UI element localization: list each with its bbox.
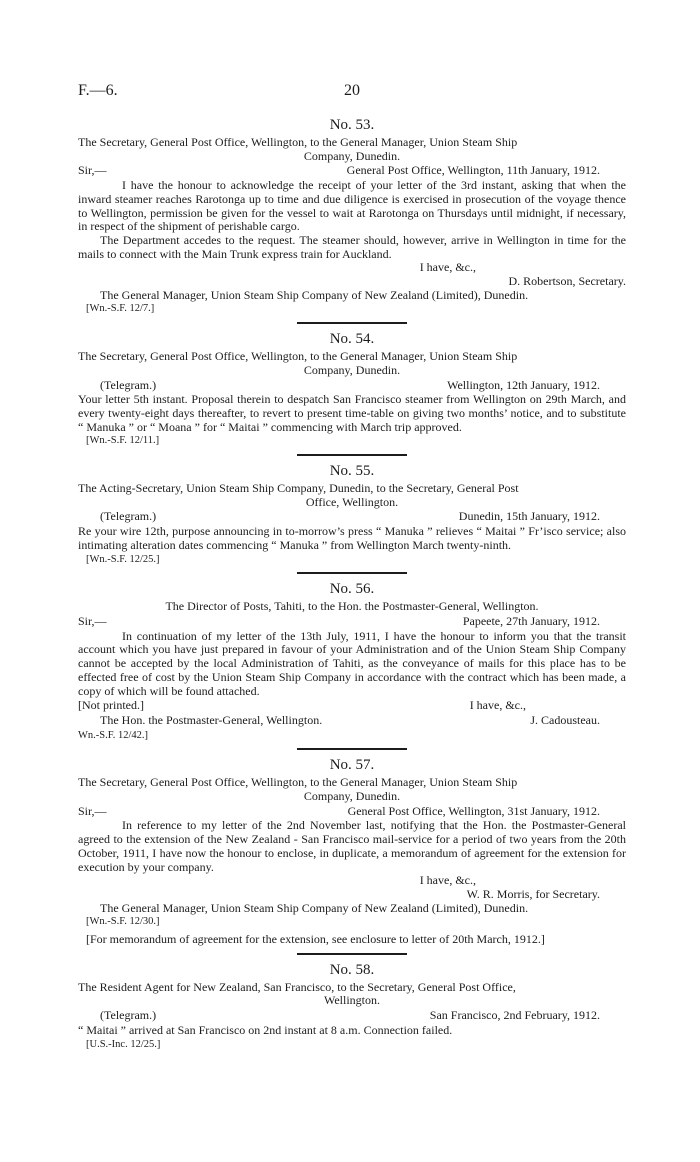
letter-paragraph: In continuation of my letter of the 13th July, 1911, I have the honour to inform you that the transit account which you have just prepared in favour of your Administration and of the Union Steam Ship Company cannot be accepted by the local Administration of Tahiti, as the conveyance of mails for this place has to be effected free of cost by the Union Steam Ship Company in accordance with the contract which has been made, a copy of which will be found attached.	[78, 628, 626, 698]
salutation: Sir,—	[78, 613, 107, 628]
telegram-label: (Telegram.)	[100, 1008, 157, 1023]
telegram-text: Re your wire 12th, purpose announcing in to-morrow’s press “ Manuka ” relieves “ Maitai ” Fr’isco service; also intimating alteration dates commencing “ Manuka ” from Wellington March twenty-ninth.	[78, 524, 626, 552]
addressee: The General Manager, Union Steam Ship Company of New Zealand (Limited), Dunedin.	[100, 287, 529, 302]
letter-55	[78, 462, 626, 566]
salutation-row	[78, 615, 626, 629]
addressee-row	[78, 714, 626, 728]
editorial-note: [For memorandum of agreement for the extension, see enclosure to letter of 20th March, 1912.]	[86, 932, 545, 947]
letter-paragraph: I have the honour to acknowledge the receipt of your letter of the 3rd instant, asking that when the inward steamer reaches Rarotonga up to time and due diligence is exercised in prosecution of the voyage thence to Wellington, permission be given for the vessel to wait at Rarotonga on Thursdays until midnight, if necessary, in respect of the shipment of perishable cargo.	[78, 178, 626, 234]
letter-57	[78, 756, 626, 946]
letter-paragraph: The Department accedes to the request. The steamer should, however, arrive in Wellington in time for the mails to connect with the Main Trunk express train for Auckland.	[78, 232, 626, 261]
closing: I have, &c.,	[419, 873, 476, 888]
signature: W. R. Morris, for Secretary.	[466, 886, 600, 901]
section-divider	[297, 454, 407, 456]
closing: I have, &c.,	[419, 260, 476, 275]
section-divider	[297, 572, 407, 574]
letter-from-cont: Company, Dunedin.	[303, 362, 401, 377]
addressee: The General Manager, Union Steam Ship Company of New Zealand (Limited), Dunedin.	[100, 900, 529, 915]
letter-from-cont: Office, Wellington.	[305, 494, 399, 509]
page-header	[78, 82, 626, 102]
section-divider	[297, 953, 407, 955]
letter-from-cont: Company, Dunedin.	[303, 148, 401, 163]
file-reference: [U.S.-Inc. 12/25.]	[86, 1038, 161, 1050]
letter-58	[78, 961, 626, 1052]
file-reference: [Wn.-S.F. 12/30.]	[86, 916, 160, 928]
file-reference: [Wn.-S.F. 12/11.]	[86, 435, 160, 447]
letter-number: No. 54.	[329, 331, 375, 348]
section-divider	[297, 322, 407, 324]
letter-from: The Director of Posts, Tahiti, to the Hon. the Postmaster-General, Wellington.	[165, 599, 539, 614]
salutation-row	[78, 164, 626, 178]
telegram-text: “ Maitai ” arrived at San Francisco on 2nd instant at 8 a.m. Connection failed.	[78, 1022, 453, 1037]
parliamentary-paper-ref: F.—6.	[78, 82, 118, 99]
salutation: Sir,—	[78, 803, 107, 818]
salutation-row	[78, 805, 626, 819]
letter-from: The Secretary, General Post Office, Wellington, to the General Manager, Union Steam Ship	[78, 775, 518, 790]
telegram-label: (Telegram.)	[100, 509, 157, 524]
letter-place-date: Wellington, 12th January, 1912.	[447, 377, 600, 392]
letter-from: The Resident Agent for New Zealand, San Francisco, to the Secretary, General Post Office,	[78, 979, 516, 994]
letter-paragraph: In reference to my letter of the 2nd November last, notifying that the Hon. the Postmaster-General agreed to the extension of the New Zealand - San Francisco mail-service for a period of two years from the 20th October, 1911, I have now the honour to enclose, in duplicate, a memorandum of agreement for the extension for execution by your company.	[78, 818, 626, 874]
letter-number: No. 53.	[329, 117, 375, 133]
correspondence-body	[78, 110, 626, 1051]
signature: D. Robertson, Secretary.	[508, 274, 626, 289]
letter-number: No. 56.	[329, 581, 375, 598]
telegram-text: Your letter 5th instant. Proposal therein to despatch San Francisco steamer from Wellington on 29th March, and every twenty-eight days thereafter, to revert to present time-table on giving two months’ notice, and to substitute “ Manuka ” or “ Moana ” for “ Maitai ” commencing with March trip approved.	[78, 392, 626, 434]
closing: I have, &c.,	[469, 698, 526, 713]
letter-number: No. 57.	[329, 757, 375, 774]
page-number: 20	[344, 82, 360, 99]
letter-53	[78, 116, 626, 316]
section-divider	[297, 748, 407, 750]
letter-from-cont: Company, Dunedin.	[303, 789, 401, 804]
letter-place-date: San Francisco, 2nd February, 1912.	[429, 1008, 600, 1023]
file-reference: [Wn.-S.F. 12/7.]	[86, 303, 155, 315]
telegram-label: (Telegram.)	[100, 377, 157, 392]
letter-56	[78, 580, 626, 742]
letter-place-date: Dunedin, 15th January, 1912.	[458, 509, 600, 524]
addressee: The Hon. the Postmaster-General, Wellington.	[100, 712, 323, 727]
letter-from: The Secretary, General Post Office, Wellington, to the General Manager, Union Steam Ship	[78, 135, 518, 149]
letter-place-date: Papeete, 27th January, 1912.	[462, 613, 600, 628]
closing-row	[78, 699, 626, 713]
telegram-row	[78, 1009, 626, 1023]
signature: J. Cadousteau.	[530, 712, 600, 727]
letter-place-date: General Post Office, Wellington, 11th January, 1912.	[346, 163, 600, 178]
file-reference: [Wn.-S.F. 12/25.]	[86, 553, 160, 565]
letter-54	[78, 330, 626, 448]
letter-from: The Secretary, General Post Office, Wellington, to the General Manager, Union Steam Ship	[78, 349, 518, 364]
letter-number: No. 58.	[329, 961, 375, 978]
salutation: Sir,—	[78, 163, 107, 178]
not-printed-note: [Not printed.]	[78, 698, 144, 713]
telegram-row	[78, 510, 626, 524]
telegram-row	[78, 379, 626, 393]
file-reference: Wn.-S.F. 12/42.]	[78, 729, 149, 741]
letter-place-date: General Post Office, Wellington, 31st January, 1912.	[347, 803, 600, 818]
letter-from: The Acting-Secretary, Union Steam Ship Company, Dunedin, to the Secretary, General Post	[78, 481, 519, 496]
letter-from-cont: Wellington.	[323, 993, 381, 1008]
letter-number: No. 55.	[329, 463, 375, 480]
